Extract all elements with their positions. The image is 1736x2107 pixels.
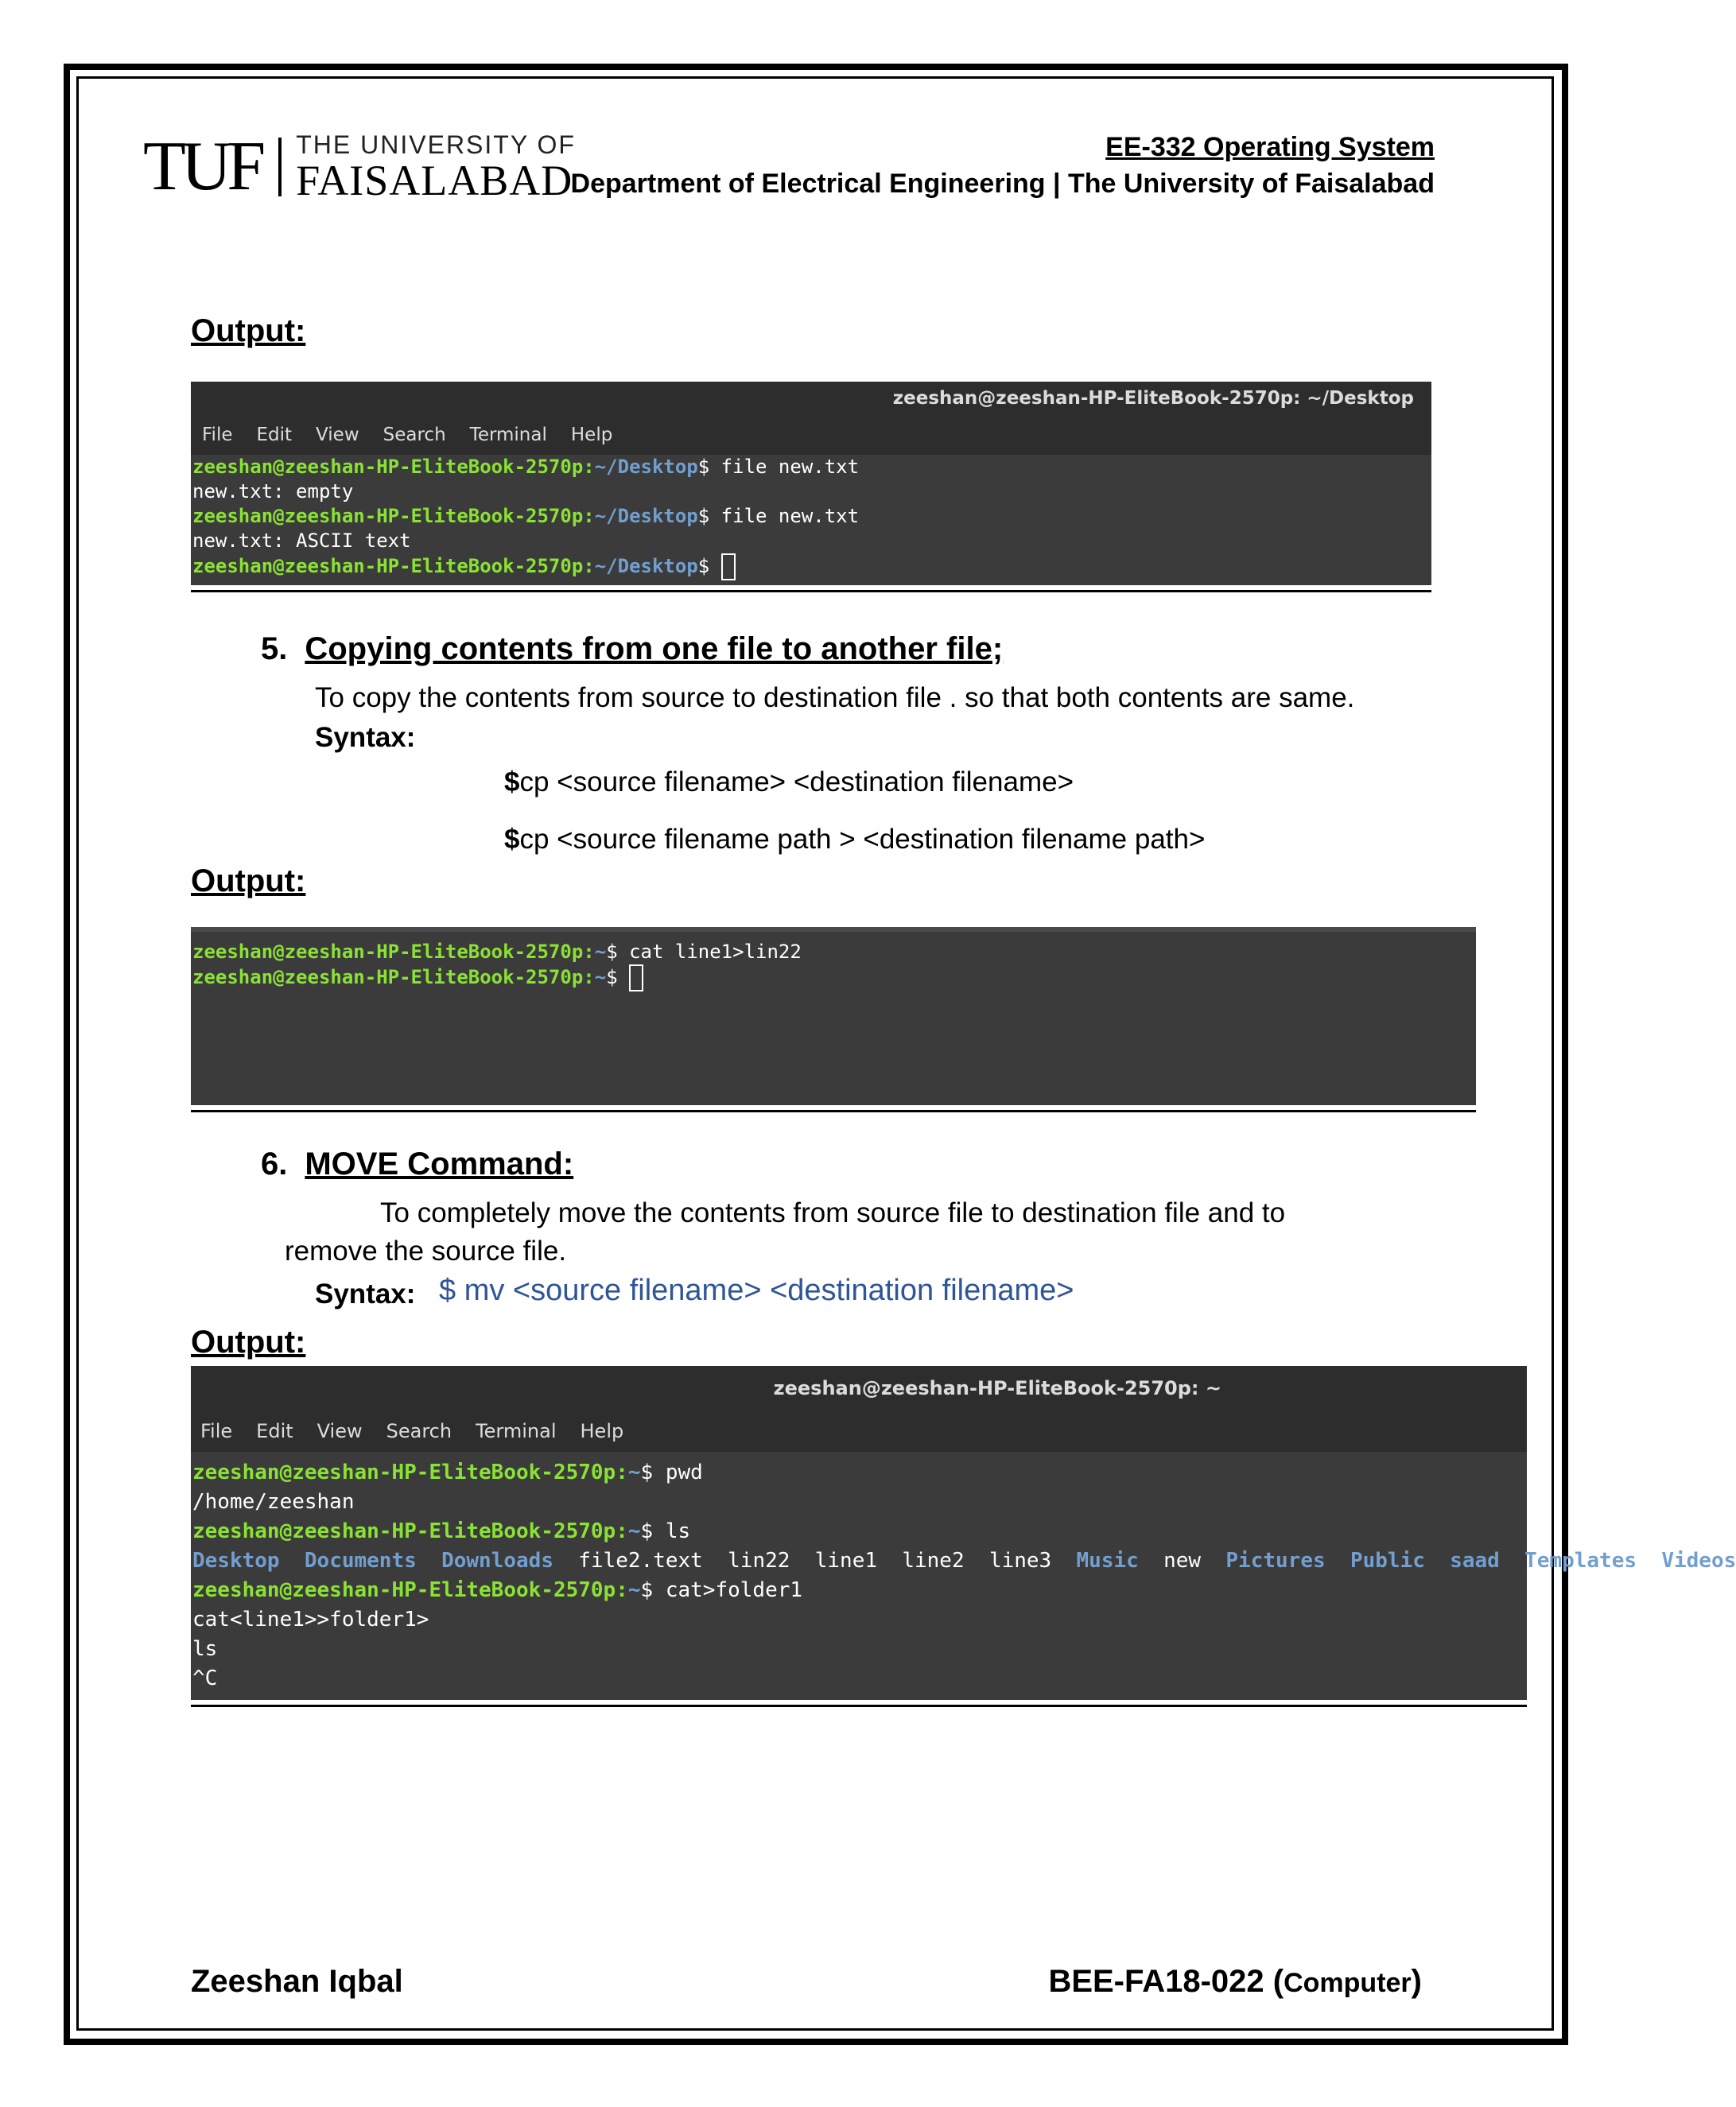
terminal-menu-3 [191,1410,1527,1452]
department-title: Department of Electrical Engineering | The University of Faisalabad [570,169,1435,199]
section-6-heading [261,1147,573,1182]
terminal-window-1 [191,382,1431,585]
ls-item: Videos [1661,1549,1736,1573]
menu-edit[interactable]: Edit [256,425,293,445]
section-6-description-line2: remove the source file. [285,1236,567,1267]
course-title: EE-332 Operating System [1105,132,1435,162]
terminal-body-3 [191,1452,1736,1694]
university-logo [143,128,576,205]
footer-student-name: Zeeshan Iqbal [191,1964,403,1999]
ls-item: lin22 [728,1549,790,1573]
output-heading-2: Output: [191,863,306,898]
section-6-description-line1: To completely move the contents from source file to destination file and to [380,1197,1286,1228]
terminal-line: /home/zeeshan [192,1490,355,1514]
terminal-line: zeeshan@zeeshan-HP-EliteBook-2570p:~$ [192,964,1476,991]
terminal-window-3 [191,1366,1736,1700]
section-title: Copying contents from one file to another file; [305,631,1004,666]
ls-item: Desktop [192,1549,280,1573]
ls-item: file2.text [578,1549,703,1573]
ls-item: line2 [902,1549,965,1573]
divider-rule [191,1110,1476,1112]
syntax-label: Syntax: [315,722,416,753]
menu-help[interactable]: Help [580,1420,624,1442]
ls-item: new [1163,1549,1202,1573]
syntax-cp-2: $cp <source filename path > <destination filename path> [504,824,1206,855]
ls-item: saad [1450,1549,1500,1573]
section-title: MOVE Command: [305,1147,574,1182]
ls-item: line3 [988,1549,1052,1573]
menu-help[interactable]: Help [570,425,613,445]
menu-file[interactable]: File [202,425,233,445]
menu-view[interactable]: View [316,425,359,445]
syntax-mv: $ mv <source filename> <destination filename> [439,1274,1074,1307]
logo-divider [278,138,282,196]
divider-rule [191,590,1431,592]
terminal-line: zeeshan@zeeshan-HP-EliteBook-2570p:~/Desktop$ file new.txt [192,505,860,527]
output-heading-3: Output: [191,1325,306,1360]
terminal-title-1: zeeshan@zeeshan-HP-EliteBook-2570p: ~/Desktop [191,382,1431,415]
terminal-ls-output [192,1546,1736,1576]
terminal-menu-1 [191,415,1431,455]
divider-rule [191,1705,1527,1707]
footer-roll-number: BEE-FA18-022 (Computer) [1048,1964,1422,1999]
logo-line1: THE UNIVERSITY OF [296,130,576,159]
section-number: 5. [261,631,288,666]
terminal-cursor[interactable] [629,964,643,991]
terminal-line: new.txt: ASCII text [192,530,411,552]
logo-text [296,132,576,202]
terminal-window-2 [191,927,1476,1105]
menu-view[interactable]: View [317,1420,363,1442]
ls-item: Pictures [1225,1549,1326,1573]
syntax-label: Syntax: [315,1279,416,1310]
syntax-cp-1: $cp <source filename> <destination filename> [504,766,1074,797]
terminal-line: ^C [192,1667,218,1690]
terminal-line: zeeshan@zeeshan-HP-EliteBook-2570p:~$ cat line1>lin22 [192,941,802,963]
menu-terminal[interactable]: Terminal [476,1420,557,1442]
logo-line2: FAISALABAD [296,157,573,204]
terminal-cursor[interactable] [721,553,736,580]
terminal-line: zeeshan@zeeshan-HP-EliteBook-2570p:~$ pwd [192,1461,703,1484]
ls-item: Templates [1524,1549,1637,1573]
terminal-line: zeeshan@zeeshan-HP-EliteBook-2570p:~$ ls [192,1519,691,1543]
section-number: 6. [261,1147,288,1182]
ls-item: Downloads [441,1549,553,1573]
menu-search[interactable]: Search [386,1420,452,1442]
menu-edit[interactable]: Edit [256,1420,293,1442]
ls-item: Music [1076,1549,1139,1573]
terminal-line: zeeshan@zeeshan-HP-EliteBook-2570p:~/Desktop$ [192,553,1431,580]
logo-mark: TUF [143,128,262,205]
terminal-body-1 [191,455,1431,580]
menu-search[interactable]: Search [383,425,446,445]
menu-file[interactable]: File [200,1420,233,1442]
terminal-line: ls [192,1637,218,1661]
terminal-line: zeeshan@zeeshan-HP-EliteBook-2570p:~$ cat>folder1 [192,1578,803,1602]
ls-item: line1 [814,1549,878,1573]
terminal-line: zeeshan@zeeshan-HP-EliteBook-2570p:~/Desktop$ file new.txt [192,456,860,478]
ls-item: Public [1350,1549,1425,1573]
terminal-line: new.txt: empty [192,480,354,502]
output-heading-1: Output: [191,313,306,348]
section-5-description: To copy the contents from source to destination file . so that both contents are same. [315,682,1355,713]
terminal-title-3: zeeshan@zeeshan-HP-EliteBook-2570p: ~ [191,1366,1527,1410]
terminal-body-2 [191,932,1476,991]
section-5-heading [261,631,1003,667]
terminal-line: cat<line1>>folder1> [192,1608,429,1632]
menu-terminal[interactable]: Terminal [469,425,547,445]
ls-item: Documents [304,1549,417,1573]
